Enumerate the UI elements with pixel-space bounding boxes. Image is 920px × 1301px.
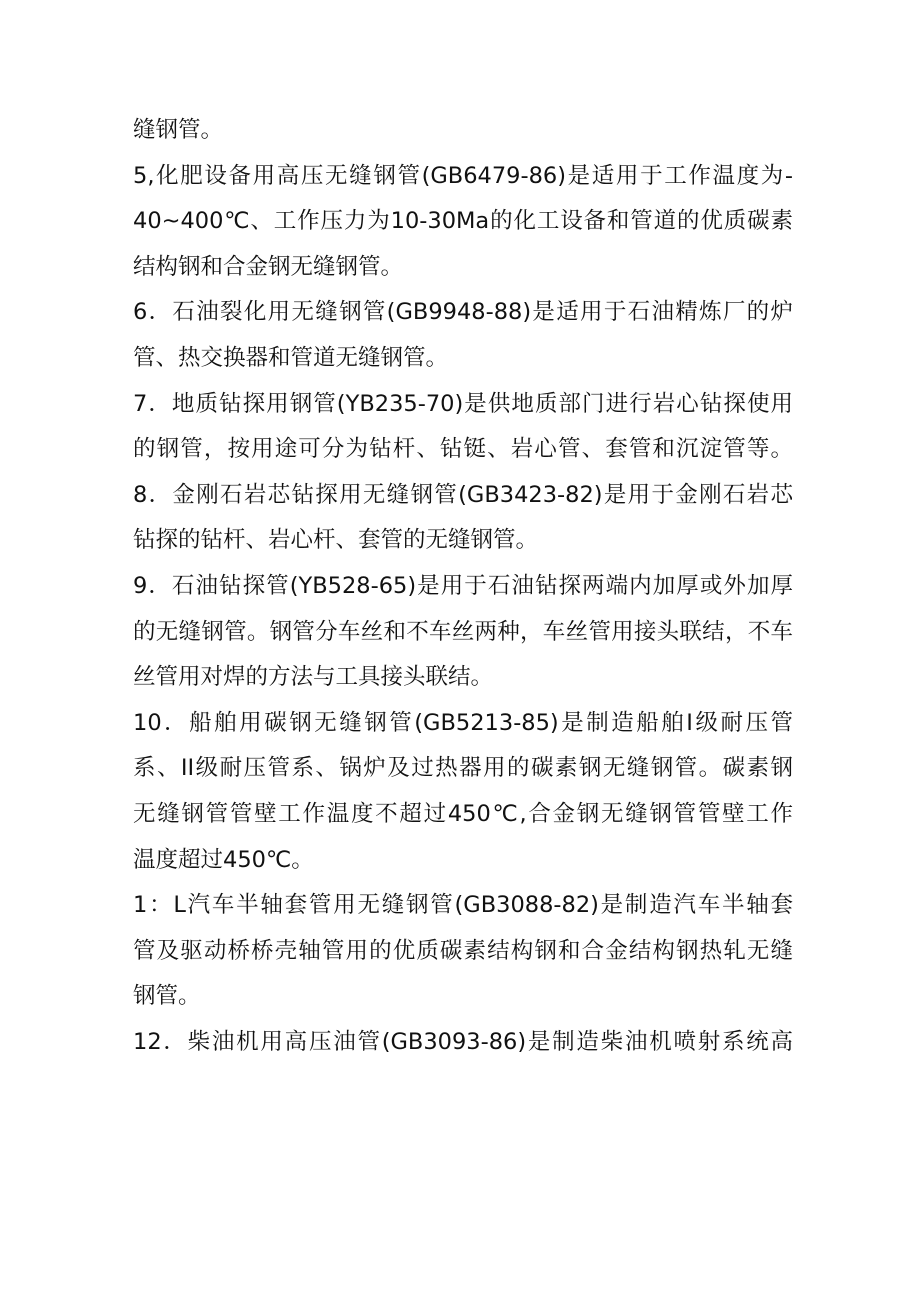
text-line: 6．石油裂化用无缝钢管(GB9948-88)是适用于石油精炼厂的炉	[133, 299, 793, 326]
text-line: 管、热交换器和管道无缝钢管。	[133, 344, 449, 371]
text-line: 8．金刚石岩芯钻探用无缝钢管(GB3423-82)是用于金刚石岩芯	[133, 481, 793, 508]
text-line: 无缝钢管管壁工作温度不超过450℃,合金钢无缝钢管管壁工作	[133, 800, 793, 827]
text-line: 12．柴油机用高压油管(GB3093-86)是制造柴油机喷射系统高	[133, 1028, 793, 1055]
text-line: 5,化肥设备用高压无缝钢管(GB6479-86)是适用于工作温度为-	[133, 162, 793, 189]
text-line: 40~400℃、工作压力为10-30Ma的化工设备和管道的优质碳素	[133, 208, 793, 235]
text-line: 钢管。	[133, 983, 201, 1010]
text-line: 管及驱动桥桥壳轴管用的优质碳素结构钢和合金结构钢热轧无缝	[133, 937, 793, 964]
text-line: 1：L汽车半轴套管用无缝钢管(GB3088-82)是制造汽车半轴套	[133, 892, 793, 919]
text-line: 10．船舶用碳钢无缝钢管(GB5213-85)是制造船舶Ⅰ级耐压管	[133, 709, 793, 736]
text-line: 丝管用对焊的方法与工具接头联结。	[133, 664, 494, 691]
body-text	[133, 108, 793, 1065]
text-line: 7．地质钻探用钢管(YB235-70)是供地质部门进行岩心钻探使用	[133, 390, 793, 417]
text-line: 缝钢管。	[133, 117, 224, 143]
text-line: 钻探的钻杆、岩心杆、套管的无缝钢管。	[133, 527, 539, 554]
text-line: 9．石油钻探管(YB528-65)是用于石油钻探两端内加厚或外加厚	[133, 572, 793, 599]
text-line: 温度超过450℃。	[133, 846, 314, 873]
text-line: 结构钢和合金钢无缝钢管。	[133, 253, 404, 280]
text-line: 的钢管，按用途可分为钻杆、钻铤、岩心管、套管和沉淀管等。	[133, 436, 793, 463]
text-line: 的无缝钢管。钢管分车丝和不车丝两种，车丝管用接头联结，不车	[133, 618, 793, 645]
text-line: 系、II级耐压管系、锅炉及过热器用的碳素钢无缝钢管。碳素钢	[133, 755, 793, 782]
